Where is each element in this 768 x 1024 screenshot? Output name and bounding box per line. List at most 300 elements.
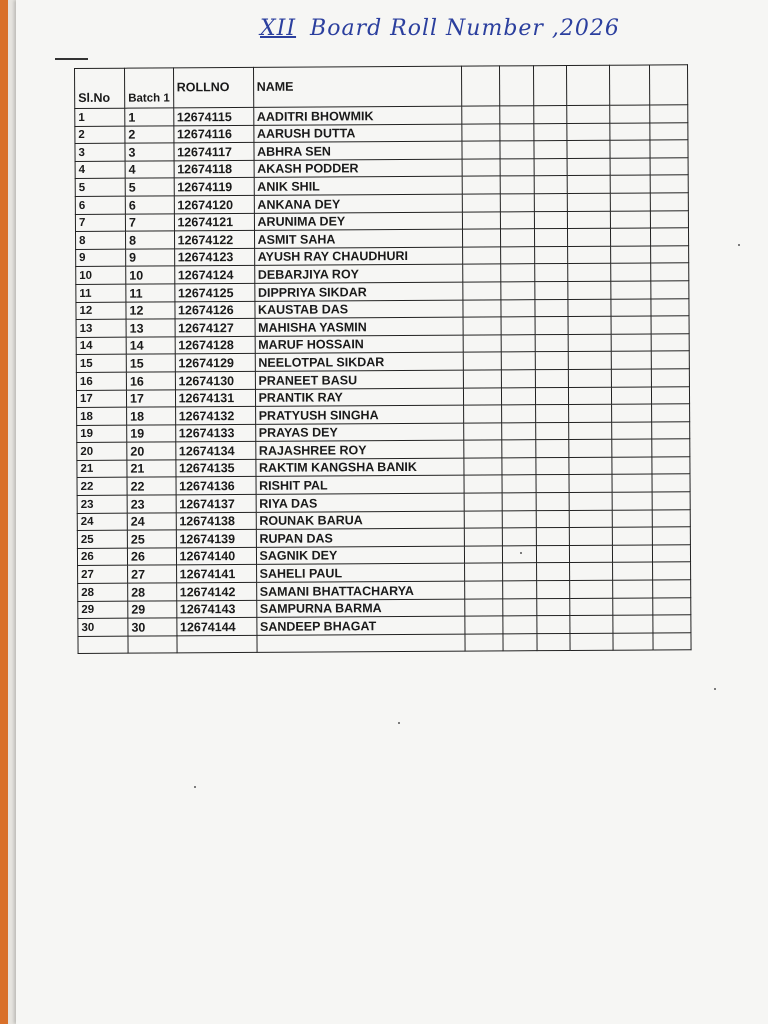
- cell-sl-no: 20: [77, 442, 127, 460]
- cell-sl-no: 30: [78, 618, 128, 636]
- cell-blank: [502, 598, 536, 616]
- cell-blank: [502, 475, 536, 493]
- cell-sl-no: 11: [76, 284, 126, 302]
- cell-blank: [650, 246, 688, 264]
- cell-blank: [536, 475, 569, 493]
- header-blank: [499, 66, 533, 106]
- title-text: Board Roll Number ,2026: [310, 16, 620, 41]
- cell-sl-no: 5: [75, 179, 125, 197]
- cell-blank: [610, 193, 650, 211]
- cell-blank: [569, 615, 612, 633]
- cell-batch: 4: [125, 161, 174, 179]
- cell-batch: 19: [127, 425, 176, 443]
- cell-batch: 2: [125, 125, 174, 143]
- cell-blank: [612, 598, 652, 616]
- cell-blank: [534, 264, 567, 282]
- cell-blank: [534, 246, 567, 264]
- cell-blank: [651, 351, 689, 369]
- header-blank: [461, 66, 499, 106]
- cell-roll-no: 12674135: [175, 459, 255, 477]
- cell-blank: [535, 369, 568, 387]
- cell-blank: [534, 281, 567, 299]
- cell-batch: 12: [126, 301, 175, 319]
- cell-blank: [650, 193, 688, 211]
- cell-blank: [534, 299, 567, 317]
- paper-speck: [714, 688, 716, 690]
- cell-blank: [501, 458, 535, 476]
- cell-blank: [567, 211, 610, 229]
- cell-batch: 17: [126, 389, 175, 407]
- cell-blank: [652, 562, 690, 580]
- cell-sl-no: 7: [75, 214, 125, 232]
- cell-name: DEBARJIYA ROY: [254, 264, 462, 283]
- cell-batch: 24: [127, 513, 176, 531]
- cell-blank: [463, 335, 501, 353]
- cell-blank: [502, 528, 536, 546]
- cell-roll-no: 12674137: [176, 494, 256, 512]
- cell-roll-no: 12674133: [175, 424, 255, 442]
- cell-blank: [535, 334, 568, 352]
- cell-name: MAHISHA YASMIN: [255, 317, 463, 336]
- cell-roll-no: 12674143: [176, 600, 256, 618]
- cell-blank: [537, 633, 570, 651]
- cell-blank: [464, 511, 502, 529]
- cell-batch: 9: [126, 249, 175, 267]
- cell-sl-no: 18: [77, 407, 127, 425]
- cell-batch: 5: [125, 178, 174, 196]
- cell-blank: [651, 404, 689, 422]
- cell-blank: [462, 211, 500, 229]
- handwritten-title: [260, 16, 620, 41]
- cell-blank: [651, 421, 689, 439]
- cell-blank: [533, 123, 566, 141]
- cell-blank: [462, 264, 500, 282]
- cell-batch: 8: [125, 231, 174, 249]
- cell-sl-no: 12: [76, 302, 126, 320]
- cell-roll-no: 12674124: [174, 266, 254, 284]
- cell-blank: [568, 422, 611, 440]
- cell-blank: [501, 440, 535, 458]
- cell-blank: [568, 369, 611, 387]
- cell-roll-no: 12674125: [174, 283, 254, 301]
- cell-blank: [567, 281, 610, 299]
- table-body: [75, 105, 691, 654]
- cell-name: RIYA DAS: [256, 493, 464, 512]
- cell-blank: [462, 247, 500, 265]
- cell-blank: [649, 122, 687, 140]
- header-blank: [609, 65, 649, 105]
- cell-batch: 27: [128, 565, 177, 583]
- cell-name: ASMIT SAHA: [254, 229, 462, 248]
- cell-blank: [652, 509, 690, 527]
- cell-blank: [535, 352, 568, 370]
- cell-roll-no: 12674134: [175, 442, 255, 460]
- cell-blank: [609, 105, 649, 123]
- cell-blank: [502, 493, 536, 511]
- cell-blank: [499, 106, 533, 124]
- cell-blank: [534, 229, 567, 247]
- cell-blank: [535, 440, 568, 458]
- cell-blank: [500, 246, 534, 264]
- cell-blank: [566, 105, 609, 123]
- cell-sl-no: 19: [77, 425, 127, 443]
- cell-blank: [649, 105, 687, 123]
- header-roll-no: ROLLNO: [173, 67, 253, 107]
- cell-blank: [462, 299, 500, 317]
- cell-blank: [462, 229, 500, 247]
- cell-blank: [502, 546, 536, 564]
- cell-sl-no: 3: [75, 143, 125, 161]
- cell-sl-no: [78, 636, 128, 654]
- header-blank: [649, 65, 687, 105]
- cell-blank: [501, 405, 535, 423]
- cell-blank: [610, 263, 650, 281]
- cell-blank: [612, 474, 652, 492]
- cell-blank: [568, 387, 611, 405]
- cell-batch: 16: [126, 372, 175, 390]
- cell-blank: [568, 334, 611, 352]
- cell-name: ABHRA SEN: [254, 141, 462, 160]
- cell-blank: [464, 616, 502, 634]
- cell-name: RAJASHREE ROY: [255, 440, 463, 459]
- cell-blank: [463, 423, 501, 441]
- cell-blank: [567, 228, 610, 246]
- table-row: [78, 633, 691, 654]
- cell-batch: 26: [127, 548, 176, 566]
- cell-blank: [535, 405, 568, 423]
- cell-blank: [650, 175, 688, 193]
- cell-blank: [649, 140, 687, 158]
- cell-blank: [650, 263, 688, 281]
- cell-blank: [500, 176, 534, 194]
- cell-blank: [611, 334, 651, 352]
- cell-blank: [503, 633, 537, 651]
- cell-roll-no: 12674115: [173, 107, 253, 125]
- cell-sl-no: 28: [78, 583, 128, 601]
- cell-blank: [567, 299, 610, 317]
- cell-batch: [128, 636, 177, 654]
- cell-blank: [461, 106, 499, 124]
- cell-blank: [534, 193, 567, 211]
- cell-blank: [569, 492, 612, 510]
- cell-name: PRATYUSH SINGHA: [255, 405, 463, 424]
- header-name: NAME: [253, 66, 461, 107]
- cell-blank: [569, 475, 612, 493]
- class-label: XII: [260, 16, 297, 41]
- cell-batch: 11: [126, 284, 175, 302]
- cell-roll-no: 12674128: [175, 336, 255, 354]
- cell-blank: [501, 370, 535, 388]
- cell-blank: [500, 211, 534, 229]
- cell-blank: [567, 140, 610, 158]
- cell-blank: [612, 527, 652, 545]
- cell-name: AARUSH DUTTA: [253, 124, 461, 143]
- cell-name: AKASH PODDER: [254, 159, 462, 178]
- cell-blank: [650, 298, 688, 316]
- cell-blank: [567, 158, 610, 176]
- cell-roll-no: 12674127: [175, 319, 255, 337]
- header-blank: [566, 65, 609, 105]
- cell-blank: [651, 439, 689, 457]
- cell-blank: [650, 228, 688, 246]
- table-header-row: [75, 65, 688, 109]
- cell-blank: [610, 175, 650, 193]
- cell-roll-no: 12674118: [174, 160, 254, 178]
- roll-number-table: [74, 64, 691, 654]
- cell-blank: [536, 563, 569, 581]
- cell-blank: [462, 194, 500, 212]
- cell-blank: [650, 281, 688, 299]
- cell-name: SANDEEP BHAGAT: [256, 616, 464, 635]
- cell-blank: [570, 633, 613, 651]
- cell-blank: [536, 598, 569, 616]
- cell-blank: [536, 545, 569, 563]
- cell-blank: [569, 598, 612, 616]
- cell-blank: [609, 140, 649, 158]
- cell-blank: [611, 422, 651, 440]
- header-sl-no: Sl.No: [75, 68, 125, 108]
- cell-blank: [500, 299, 534, 317]
- cell-batch: 14: [126, 337, 175, 355]
- cell-batch: 30: [128, 618, 177, 636]
- cell-blank: [567, 193, 610, 211]
- cell-sl-no: 21: [77, 460, 127, 478]
- cell-blank: [463, 317, 501, 335]
- cell-name: AADITRI BHOWMIK: [253, 106, 461, 125]
- cell-blank: [651, 369, 689, 387]
- cell-blank: [612, 562, 652, 580]
- cell-blank: [569, 580, 612, 598]
- cell-name: MARUF HOSSAIN: [255, 335, 463, 354]
- cell-blank: [611, 351, 651, 369]
- cell-blank: [502, 563, 536, 581]
- cell-sl-no: 16: [76, 372, 126, 390]
- cell-blank: [536, 581, 569, 599]
- cell-roll-no: 12674123: [174, 248, 254, 266]
- cell-blank: [652, 474, 690, 492]
- cell-blank: [500, 264, 534, 282]
- cell-blank: [651, 333, 689, 351]
- cell-batch: 23: [127, 495, 176, 513]
- cell-blank: [652, 580, 690, 598]
- cell-name: NEELOTPAL SIKDAR: [255, 352, 463, 371]
- cell-blank: [568, 316, 611, 334]
- cell-blank: [464, 493, 502, 511]
- cell-blank: [536, 616, 569, 634]
- cell-sl-no: 29: [78, 601, 128, 619]
- cell-sl-no: 23: [77, 495, 127, 513]
- cell-blank: [567, 246, 610, 264]
- cell-blank: [613, 633, 653, 651]
- cell-batch: 20: [127, 442, 176, 460]
- cell-blank: [499, 123, 533, 141]
- cell-blank: [463, 370, 501, 388]
- cell-blank: [536, 528, 569, 546]
- cell-name: ANIK SHIL: [254, 177, 462, 196]
- cell-sl-no: 8: [75, 231, 125, 249]
- cell-name: SAMANI BHATTACHARYA: [256, 581, 464, 600]
- cell-batch: 13: [126, 319, 175, 337]
- cell-blank: [463, 440, 501, 458]
- cell-blank: [568, 404, 611, 422]
- cell-sl-no: 2: [75, 126, 125, 144]
- cell-blank: [610, 246, 650, 264]
- cell-blank: [536, 510, 569, 528]
- cell-roll-no: 12674117: [174, 143, 254, 161]
- cell-blank: [534, 141, 567, 159]
- cell-batch: 18: [127, 407, 176, 425]
- cell-blank: [650, 210, 688, 228]
- cell-blank: [535, 317, 568, 335]
- cell-blank: [463, 352, 501, 370]
- cell-roll-no: 12674139: [176, 530, 256, 548]
- cell-blank: [533, 105, 566, 123]
- cell-sl-no: 1: [75, 108, 125, 126]
- cell-blank: [464, 475, 502, 493]
- cell-name: ANKANA DEY: [254, 194, 462, 213]
- cell-blank: [651, 457, 689, 475]
- cell-blank: [609, 123, 649, 141]
- cell-blank: [500, 141, 534, 159]
- cell-blank: [611, 439, 651, 457]
- cell-blank: [501, 352, 535, 370]
- cell-roll-no: 12674131: [175, 389, 255, 407]
- cell-blank: [500, 158, 534, 176]
- cell-blank: [465, 634, 503, 652]
- paper-speck: [738, 244, 740, 246]
- cell-batch: 6: [125, 196, 174, 214]
- cell-blank: [611, 386, 651, 404]
- cell-sl-no: 10: [76, 267, 126, 285]
- cell-blank: [610, 299, 650, 317]
- cell-blank: [612, 580, 652, 598]
- cell-batch: 29: [128, 601, 177, 619]
- cell-roll-no: 12674120: [174, 195, 254, 213]
- cell-blank: [568, 440, 611, 458]
- cell-name: RISHIT PAL: [256, 476, 464, 495]
- cell-blank: [462, 176, 500, 194]
- cell-blank: [500, 194, 534, 212]
- cell-blank: [463, 405, 501, 423]
- cell-sl-no: 27: [78, 566, 128, 584]
- cell-blank: [535, 422, 568, 440]
- cell-roll-no: 12674119: [174, 178, 254, 196]
- cell-batch: 10: [126, 266, 175, 284]
- cell-name: PRANEET BASU: [255, 370, 463, 389]
- cell-roll-no: 12674141: [176, 565, 256, 583]
- cell-name: RAKTIM KANGSHA BANIK: [255, 458, 463, 477]
- cell-roll-no: 12674132: [175, 406, 255, 424]
- cell-sl-no: 4: [75, 161, 125, 179]
- paper-speck: [194, 786, 196, 788]
- cell-blank: [651, 316, 689, 334]
- cell-blank: [535, 387, 568, 405]
- cell-blank: [610, 211, 650, 229]
- cell-name: PRANTIK RAY: [255, 388, 463, 407]
- cell-blank: [464, 599, 502, 617]
- cell-blank: [534, 176, 567, 194]
- cell-name: RUPAN DAS: [256, 528, 464, 547]
- cell-blank: [652, 492, 690, 510]
- cell-sl-no: 6: [75, 196, 125, 214]
- cell-roll-no: 12674138: [176, 512, 256, 530]
- cell-blank: [464, 563, 502, 581]
- cell-blank: [612, 545, 652, 563]
- cell-roll-no: 12674140: [176, 547, 256, 565]
- cell-blank: [611, 404, 651, 422]
- cell-blank: [500, 229, 534, 247]
- cell-blank: [651, 386, 689, 404]
- cell-blank: [462, 282, 500, 300]
- cell-blank: [569, 563, 612, 581]
- cell-roll-no: 12674129: [175, 354, 255, 372]
- cell-blank: [502, 581, 536, 599]
- cell-sl-no: 9: [76, 249, 126, 267]
- cell-blank: [569, 545, 612, 563]
- cell-sl-no: 22: [77, 478, 127, 496]
- cell-blank: [464, 546, 502, 564]
- cell-blank: [462, 141, 500, 159]
- cell-blank: [566, 123, 609, 141]
- cell-blank: [501, 317, 535, 335]
- cell-batch: 7: [125, 213, 174, 231]
- cell-roll-no: 12674136: [176, 477, 256, 495]
- cell-roll-no: 12674122: [174, 231, 254, 249]
- cell-blank: [611, 457, 651, 475]
- cell-roll-no: 12674142: [176, 582, 256, 600]
- cell-sl-no: 17: [76, 390, 126, 408]
- header-blank: [533, 65, 566, 105]
- cell-blank: [461, 123, 499, 141]
- cell-name: SAMPURNA BARMA: [256, 599, 464, 618]
- cell-blank: [653, 633, 691, 651]
- cell-sl-no: 26: [77, 548, 127, 566]
- cell-sl-no: 14: [76, 337, 126, 355]
- cell-name: ARUNIMA DEY: [254, 212, 462, 231]
- cell-blank: [500, 282, 534, 300]
- cell-blank: [464, 581, 502, 599]
- cell-roll-no: 12674126: [174, 301, 254, 319]
- cell-blank: [462, 159, 500, 177]
- cell-blank: [610, 158, 650, 176]
- cell-blank: [567, 264, 610, 282]
- cell-blank: [612, 492, 652, 510]
- cell-blank: [567, 176, 610, 194]
- cell-blank: [569, 510, 612, 528]
- cell-blank: [535, 457, 568, 475]
- cell-name: PRAYAS DEY: [255, 423, 463, 442]
- paper-speck: [398, 722, 400, 724]
- cell-sl-no: 15: [76, 354, 126, 372]
- cell-blank: [502, 510, 536, 528]
- cell-blank: [611, 316, 651, 334]
- cell-sl-no: 13: [76, 319, 126, 337]
- cell-blank: [612, 510, 652, 528]
- cell-batch: 1: [125, 108, 174, 126]
- cell-blank: [652, 615, 690, 633]
- cell-batch: 21: [127, 460, 176, 478]
- cell-name: SAGNIK DEY: [256, 546, 464, 565]
- cell-sl-no: 25: [77, 530, 127, 548]
- cell-blank: [611, 369, 651, 387]
- cell-sl-no: 24: [77, 513, 127, 531]
- cell-name: KAUSTAB DAS: [254, 300, 462, 319]
- cell-blank: [536, 493, 569, 511]
- cell-name: [257, 634, 465, 653]
- cell-batch: 15: [126, 354, 175, 372]
- cell-blank: [612, 615, 652, 633]
- cell-blank: [502, 616, 536, 634]
